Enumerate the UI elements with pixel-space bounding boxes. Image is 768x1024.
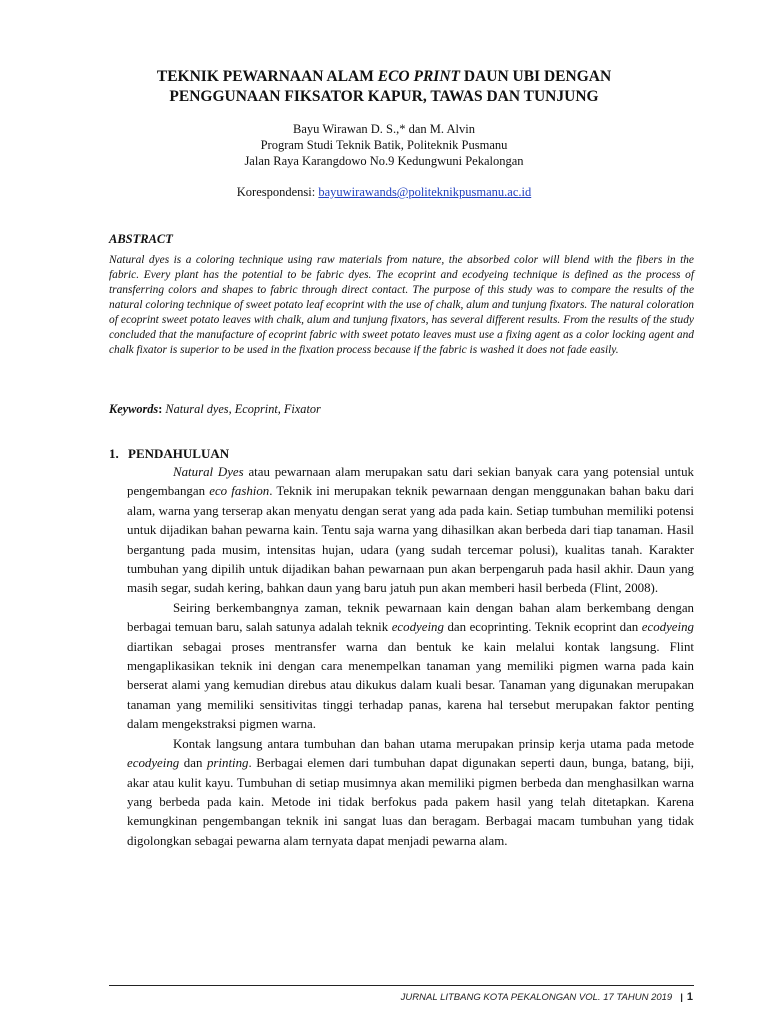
title-line1-italic: ECO PRINT	[377, 68, 460, 85]
footer-divider	[109, 985, 694, 986]
correspondence	[60, 185, 708, 200]
keywords	[109, 402, 321, 417]
keywords-label: Keywords	[109, 402, 159, 416]
page-footer	[401, 991, 693, 1003]
keywords-colon: :	[158, 402, 163, 416]
section-heading	[109, 446, 229, 462]
abstract-heading: ABSTRACT	[109, 232, 173, 246]
paragraph-3	[127, 735, 694, 851]
p1-italic-2: eco fashion	[209, 484, 270, 499]
paper-title	[60, 67, 708, 106]
correspondence-label: Korespondensi:	[236, 185, 319, 199]
p1-italic-1: Natural Dyes	[173, 465, 244, 479]
footer-journal: JURNAL LITBANG KOTA PEKALONGAN VOL. 17 TAHUN 2019	[400, 992, 673, 1003]
paragraph-1	[127, 463, 694, 599]
p2-italic-1: ecodyeing	[391, 620, 444, 635]
p2-text-1: Seiring berkembangnya zaman, teknik pewarnaan kain dengan bahan alam berkembang dengan berbagai temuan baru, salah satunya adalah teknik	[127, 600, 694, 635]
title-line1-start: TEKNIK PEWARNAAN ALAM	[156, 68, 378, 85]
author-names: Bayu Wirawan D. S.,* dan M. Alvin	[293, 122, 475, 136]
p2-text-2: dan ecoprinting. Teknik ecoprint dan	[443, 620, 642, 635]
p1-text-2: . Teknik ini merupakan teknik pewarnaan dengan menggunakan bahan baku dari alam, warna yang terserap akan menyatu dengan serat yang ada pada kain. Setiap tumbuhan memiliki potensi untuk dijadikan bahan pewarna kain. Tentu saja warna yang dihasilkan akan berbeda dari tiap tanaman. Hasil bergantung pada musim, intensitas hujan, udara (yang sudah tercemar polusi), kualitas tanah. Karakter tumbuhan yang dipilih untuk dijadikan bahan pewarnaan pun akan berpengaruh pada hasil akhir. Daun yang masih segar, sudah kering, bahkan daun yang baru jatuh pun akan memberi hasil berbeda (Flint, 2008).	[127, 484, 694, 596]
p3-italic-1: ecodyeing	[127, 756, 180, 771]
p3-text-1: Kontak langsung antara tumbuhan dan bahan utama merupakan prinsip kerja utama pada metode	[173, 736, 694, 751]
title-line1-end: DAUN UBI DENGAN	[460, 68, 612, 85]
p3-text-2: dan	[179, 756, 207, 771]
section-body	[127, 463, 694, 851]
p2-text-3: diartikan sebagai proses mentransfer warna dan bentuk ke kain melalui kontak langsung. Flint mengaplikasikan teknik ini dengan cara menempelkan tanaman yang memiliki pigmen warna pada kain berserat alami yang kemudian direbus atau dikukus dalam kuali besar. Tanaman yang digunakan merupakan tanaman yang memiliki sensitivitas tinggi terhadap panas, karena hal tersebut merupakan faktor penting dalam mengekstraksi pigmen warna.	[127, 639, 694, 732]
p1-text-1: atau pewarnaan alam merupakan satu dari sekian banyak cara yang potensial untuk pengembangan	[127, 465, 694, 499]
author-address: Jalan Raya Karangdowo No.9 Kedungwuni Pekalongan	[244, 153, 524, 168]
page-number: 1	[686, 991, 693, 1003]
abstract-text: Natural dyes is a coloring technique using raw materials from nature, the absorbed color will blend with the fibers in the fabric. Every plant has the potential to be fabric dyes. The ecoprint and ecodyeing technique is defined as the process of transferring colors and shapes to fabric through direct contact. The purpose of this study was to compare the results of the natural coloring technique of sweet potato leaf ecoprint with the use of chalk, alum and tunjung fixators. The natural coloration of ecoprint sweet potato leaves with chalk, alum and tunjung fixators, has several different results. From the results of the study concluded that the manufacture of ecoprint fabric with sweet potato leaves must use a fixing agent as a color locking agent and chalk fixator is superior to be used in the fixation process because if the fabric is washed it does not fade easily.	[109, 254, 694, 356]
footer-separator: |	[680, 992, 683, 1003]
correspondence-email-link[interactable]: bayuwirawands@politeknikpusmanu.ac.id	[318, 185, 532, 199]
author-program: Program Studi Teknik Batik, Politeknik Pusmanu	[260, 137, 508, 152]
section-number: 1.	[109, 446, 119, 461]
p2-italic-2: ecodyeing	[641, 620, 694, 635]
paragraph-2	[127, 599, 694, 735]
title-line2: PENGGUNAAN FIKSATOR KAPUR, TAWAS DAN TUNJUNG	[169, 87, 599, 105]
author-block	[60, 122, 708, 169]
p3-text-3: . Berbagai elemen dari tumbuhan dapat digunakan seperti daun, bunga, batang, biji, akar atau kulit kayu. Tumbuhan di setiap musimnya akan memiliki pigmen berbeda dan menghasilkan warna yang berbeda pada kain. Metode ini tidak berfokus pada pakem hasil yang telah ditetapkan. Karena kemungkinan pengembangan teknik ini sangat luas dan beragam. Berbagai macam tumbuhan yang tidak digolongkan sebagai pewarna alam ternyata dapat menjadi pewarna alam.	[127, 756, 694, 848]
section-title: PENDAHULUAN	[128, 446, 230, 461]
keywords-values: Natural dyes, Ecoprint, Fixator	[162, 402, 321, 416]
p3-italic-2: printing	[206, 756, 249, 771]
